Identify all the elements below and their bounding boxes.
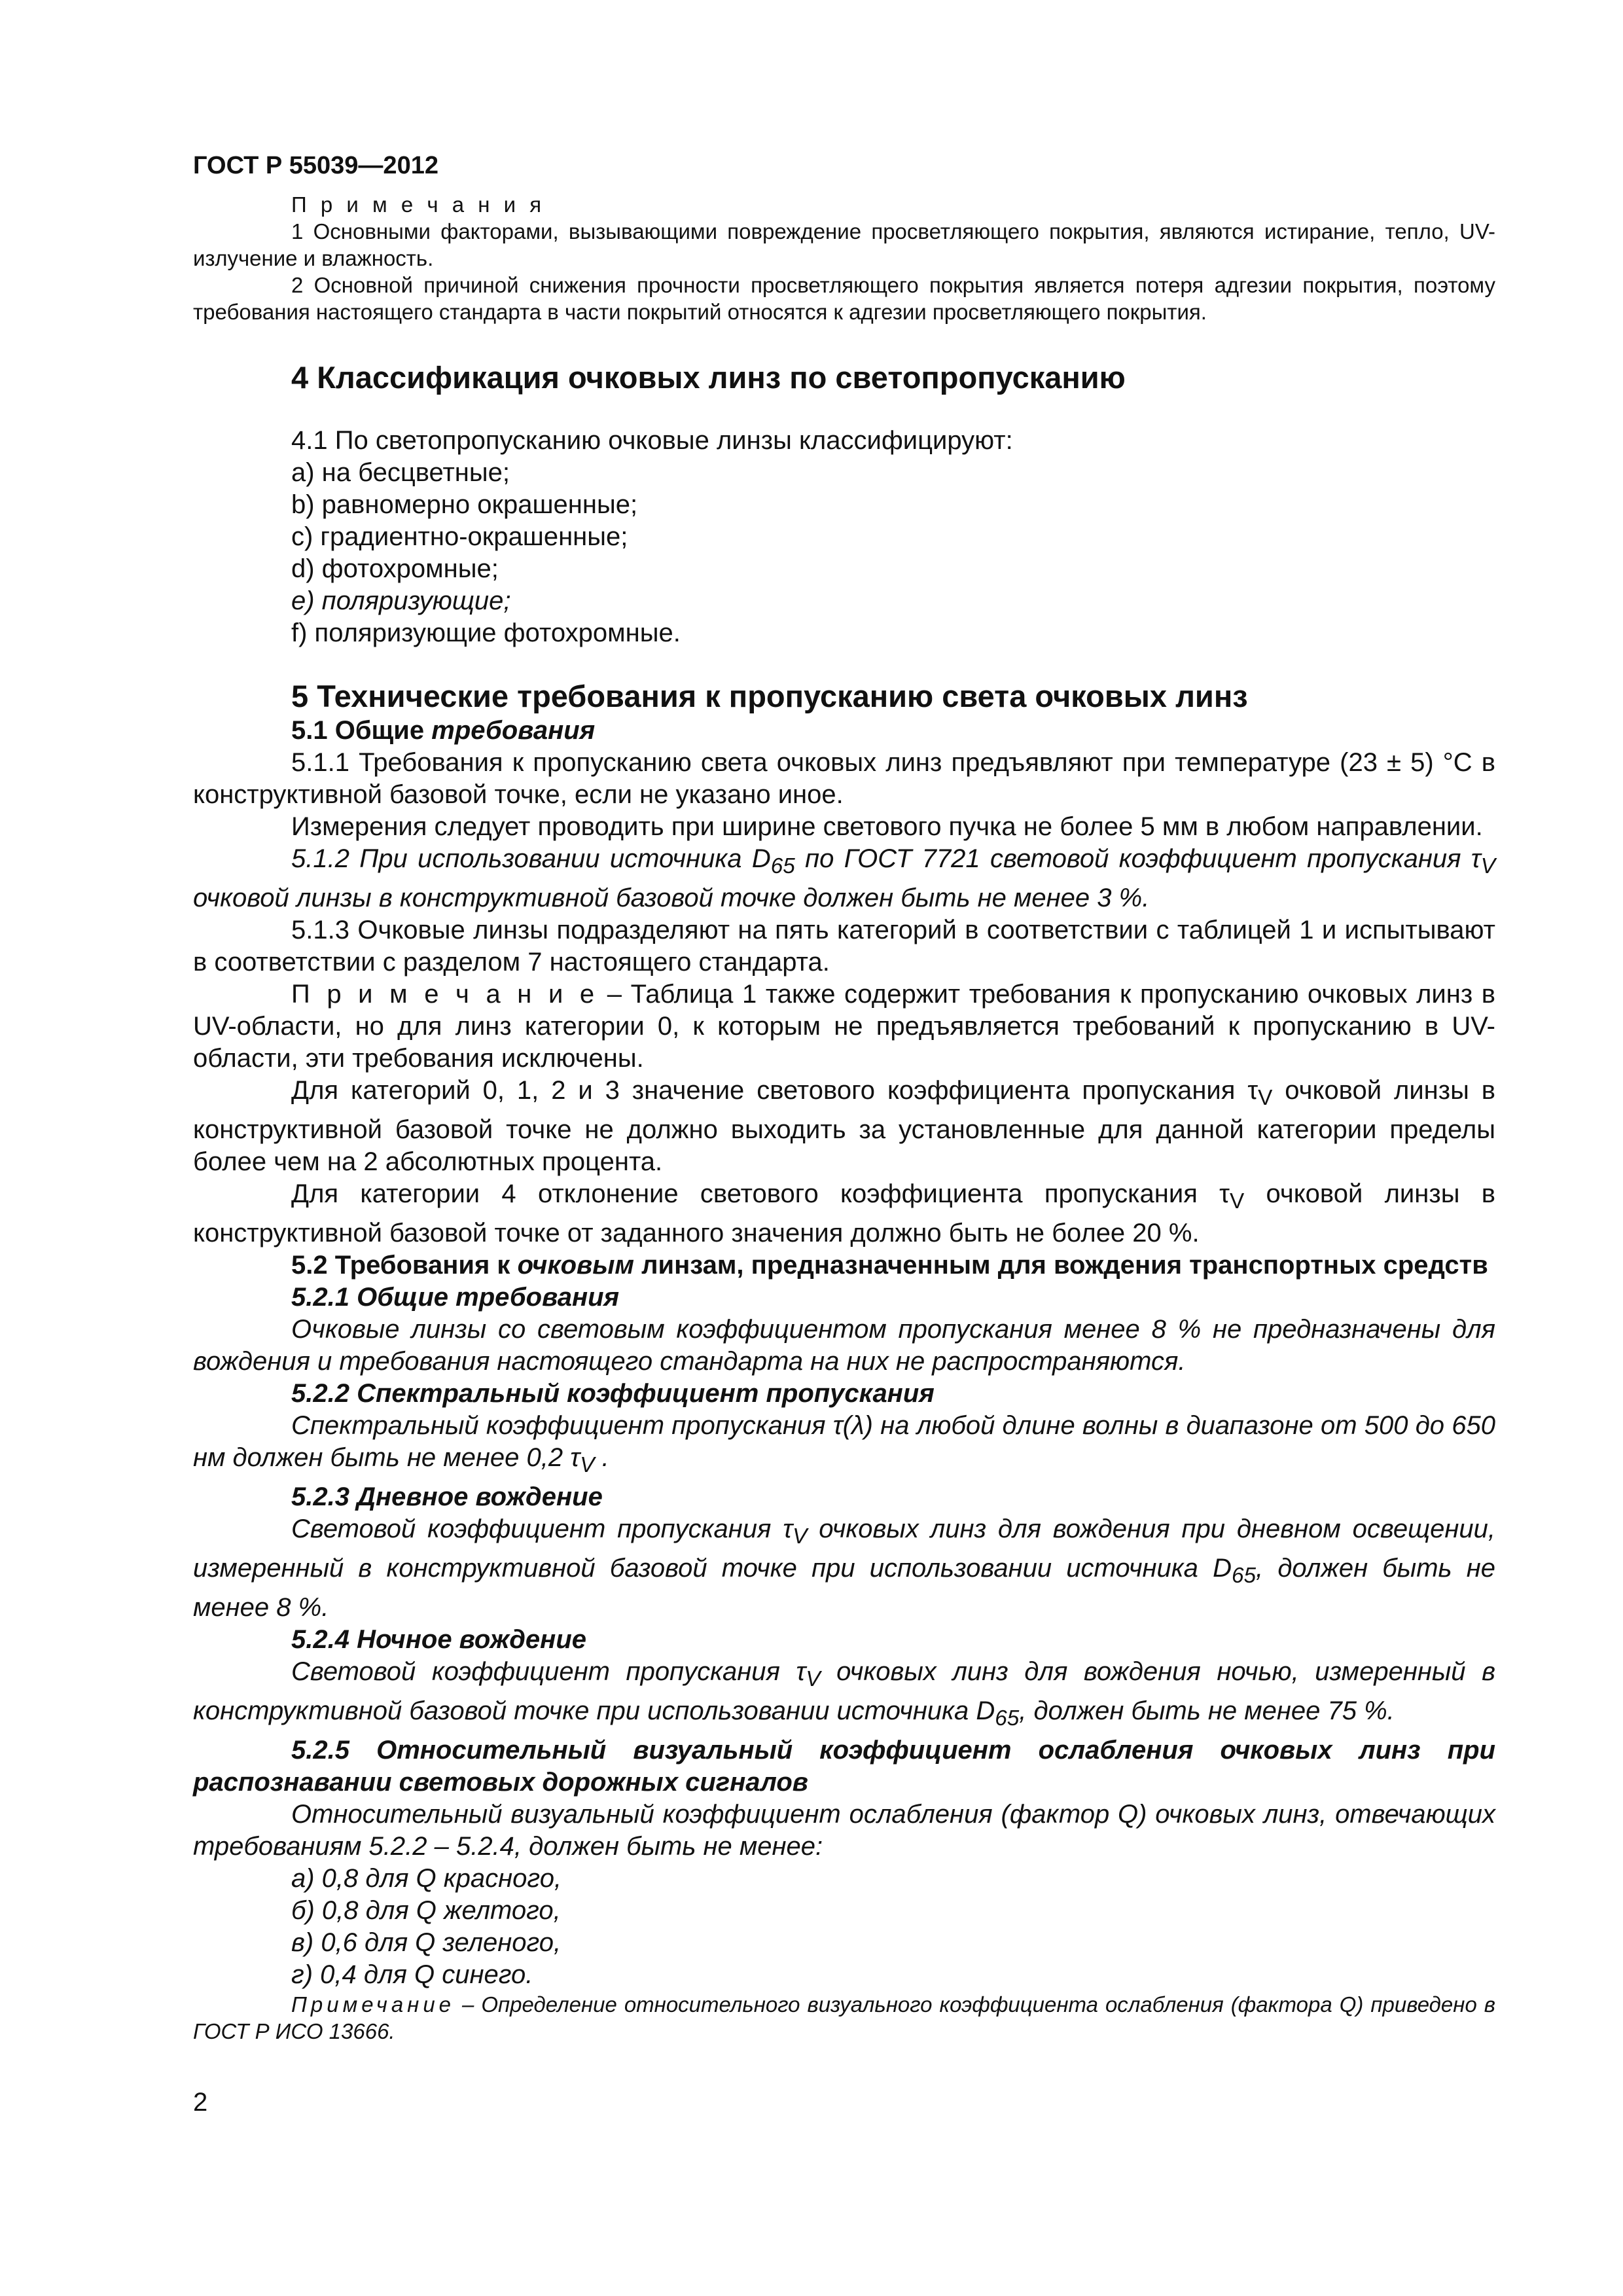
section-5-2-3-heading: 5.2.3 Дневное вождение: [291, 1482, 603, 1511]
paragraph-5-1-1: 5.1.1 Требования к пропусканию света очковых линз предъявляют при температуре (23 ± 5) °С в конструктивной базовой точке, если не указано иное.: [193, 748, 1495, 809]
list-item: f) поляризующие фотохромные.: [291, 619, 681, 647]
paragraph-note: [193, 978, 1495, 1075]
list-item: г) 0,4 для Q синего.: [291, 1960, 533, 1989]
list-item: б) 0,8 для Q желтого,: [291, 1896, 561, 1925]
page-number: 2: [193, 2088, 208, 2117]
subscript: V: [793, 1524, 808, 1549]
text-run: линзам, предназначенным для вождения транспортных средств: [633, 1251, 1488, 1280]
section-4-heading: 4 Классификация очковых линз по светопропусканию: [291, 360, 1126, 395]
list-item: в) 0,6 для Q зеленого,: [291, 1928, 562, 1957]
note-1: 1 Основными факторами, вызывающими повреждение просветляющего покрытия, являются истирание, тепло, UV-излучение и влажность.: [193, 219, 1495, 270]
paragraph-5-2-1: Очковые линзы со световым коэффициентом пропускания менее 8 % не предназначены для вождения и требования настоящего стандарта на них не распространяются.: [193, 1315, 1495, 1376]
section-5-1-word: требования: [431, 716, 596, 745]
text-run: очковых линз для вождения при дневном освещении, измеренный в конструктивной базовой точке при использовании источника D: [193, 1515, 1496, 1583]
text-run: очковой линзы в конструктивной базовой точке от заданного значения должно быть не более 20 %.: [193, 1179, 1495, 1247]
text-run: 5.1.2 При использовании источника D: [291, 844, 771, 873]
list-item: b) равномерно окрашенные;: [291, 490, 638, 519]
text-run: очковой линзы в конструктивной базовой точке не должно выходить за установленные для данной категории пределы более чем на 2 абсолютных процента.: [193, 1076, 1496, 1176]
text-run: 5.2 Требования к: [291, 1251, 518, 1280]
note-text: – Таблица 1 также содержит требования к пропусканию очковых линз в UV-области, но для линз категории 0, к которым не предъявляется требований к пропусканию в UV-области, эти требования исключены.: [193, 980, 1495, 1073]
subscript: V: [806, 1667, 821, 1691]
subscript: 65: [1231, 1564, 1257, 1588]
list-item: d) фотохромные;: [291, 554, 499, 583]
text-run: , должен быть не менее 75 %.: [1019, 1696, 1395, 1725]
paragraph-5-1-1-measure: Измерения следует проводить при ширине светового пучка не более 5 мм в любом направлении.: [291, 812, 1483, 841]
paragraph-5-2-2: [193, 1410, 1495, 1481]
paragraph-5-2-4: [193, 1656, 1495, 1734]
text-run: Для категорий 0, 1, 2 и 3 значение светового коэффициента пропускания τ: [291, 1076, 1258, 1105]
section-5-1-number: 5.1 Общие: [291, 716, 425, 745]
page-content: [193, 151, 1495, 2045]
section-5-2-1-heading: 5.2.1 Общие требования: [291, 1283, 620, 1312]
subscript: V: [1229, 1189, 1245, 1213]
text-run: Световой коэффициент пропускания τ: [291, 1657, 806, 1686]
list-item: e) поляризующие;: [291, 586, 511, 615]
note-label: П р и м е ч а н и е: [291, 980, 599, 1009]
section-5-2-2-heading: 5.2.2 Спектральный коэффициент пропускания: [291, 1379, 935, 1408]
text-run: Спектральный коэффициент пропускания τ(λ) на любой длине волны в диапазоне от 500 до 650 нм должен быть не менее 0,2 τ: [193, 1411, 1495, 1472]
section-5-heading: 5 Технические требования к пропусканию света очковых линз: [291, 679, 1248, 713]
final-note: [193, 1991, 1495, 2045]
note-2: 2 Основной причиной снижения прочности просветляющего покрытия является потеря адгезии покрытия, поэтому требования настоящего стандарта в части покрытий относятся к адгезии просветляющего покрытия.: [193, 273, 1495, 324]
subscript: V: [1258, 1086, 1273, 1110]
paragraph-5-2-5: Относительный визуальный коэффициент ослабления (фактор Q) очковых линз, отвечающих требованиям 5.2.2 – 5.2.4, должен быть не менее:: [193, 1800, 1495, 1861]
document-code: ГОСТ Р 55039—2012: [193, 152, 438, 179]
text-run: очковым: [517, 1251, 634, 1280]
section-5-2-5-heading: 5.2.5 Относительный визуальный коэффициент ослабления очковых линз при распознавании световых дорожных сигналов: [193, 1736, 1495, 1797]
paragraph-5-1-2: [193, 843, 1495, 914]
text-run: по ГОСТ 7721 световой коэффициент пропускания τ: [794, 844, 1481, 873]
final-note-label: Примечание: [291, 1992, 455, 2017]
list-item: c) градиентно-окрашенные;: [291, 522, 628, 551]
subscript: V: [580, 1453, 595, 1477]
section-5-1-heading: [193, 715, 1495, 747]
section-4-1-intro: 4.1 По светопропусканию очковые линзы классифицируют:: [291, 426, 1013, 455]
section-5-2-heading: [193, 1249, 1495, 1282]
text-run: Световой коэффициент пропускания τ: [291, 1515, 793, 1543]
paragraph-5-2-3: [193, 1513, 1495, 1624]
text-run: .: [594, 1443, 609, 1472]
text-run: очковых линз для вождения ночью, измеренный в конструктивной базовой точке при использовании источника D: [193, 1657, 1495, 1725]
list-item: а) 0,8 для Q красного,: [291, 1864, 562, 1893]
text-run: Для категории 4 отклонение светового коэффициента пропускания τ: [291, 1179, 1230, 1208]
text-run: , должен быть не менее 8 %.: [193, 1554, 1496, 1622]
subscript: 65: [770, 854, 795, 878]
paragraph-category-4: [193, 1178, 1495, 1249]
subscript: V: [1480, 854, 1495, 878]
final-note-text: – Определение относительного визуального коэффициента ослабления (фактора Q) приведено в ГОСТ Р ИСО 13666.: [193, 1992, 1495, 2043]
subscript: 65: [995, 1706, 1020, 1731]
notes-title: П р и м е ч а н и я: [291, 192, 546, 217]
paragraph-categories: [193, 1075, 1495, 1178]
section-5-2-4-heading: 5.2.4 Ночное вождение: [291, 1625, 587, 1654]
paragraph-5-1-3: 5.1.3 Очковые линзы подразделяют на пять категорий в соответствии с таблицей 1 и испытывают в соответствии с разделом 7 настоящего стандарта.: [193, 916, 1495, 977]
text-run: очковой линзы в конструктивной базовой точке должен быть не менее 3 %.: [193, 884, 1150, 912]
list-item: а) на бесцветные;: [291, 458, 510, 487]
